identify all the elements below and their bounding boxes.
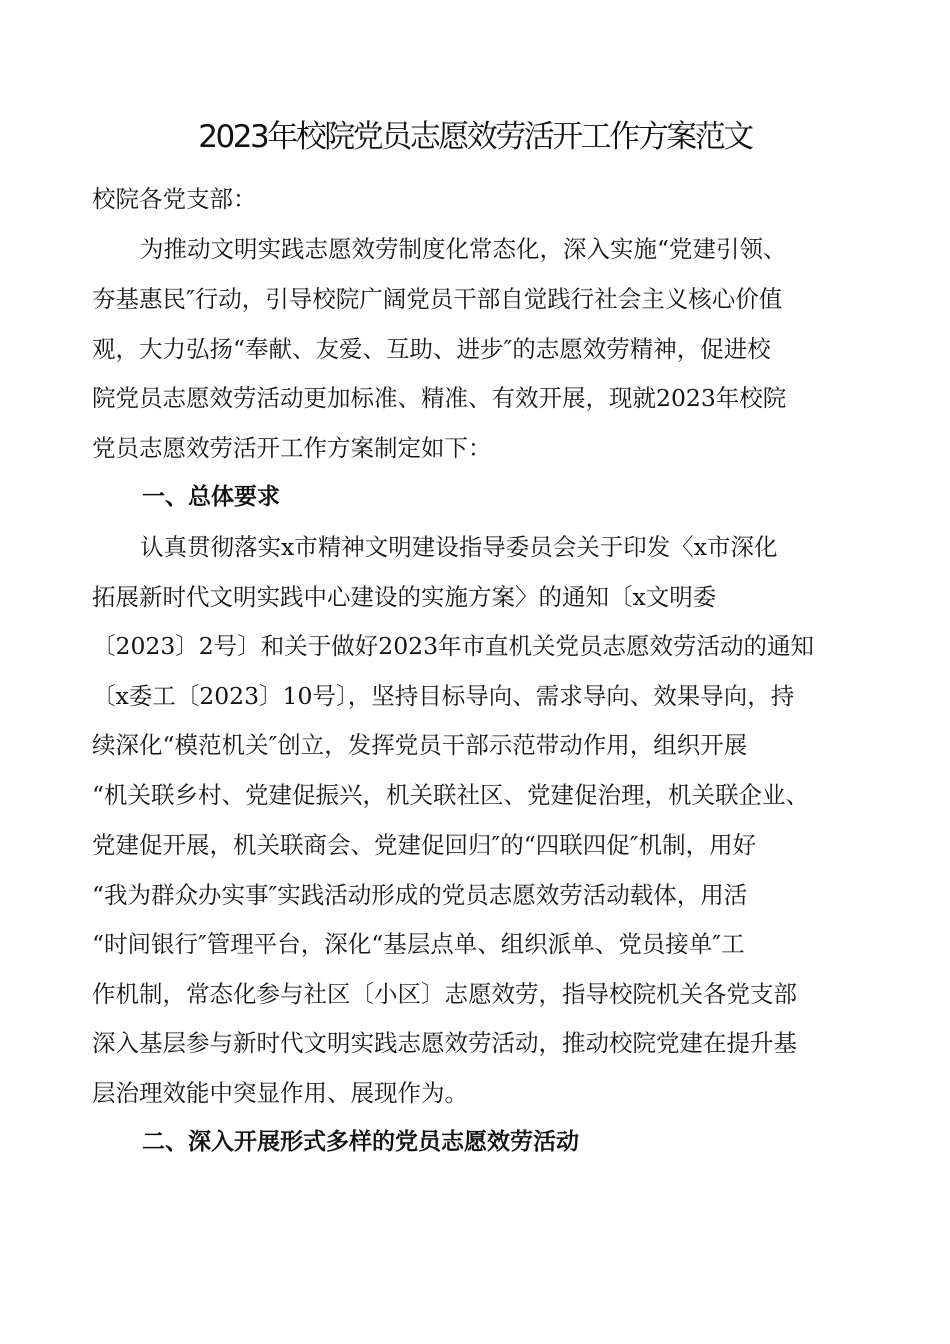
section1-line-6: “机关联乡村、党建促振兴，机关联社区、党建促治理，机关联企业、 [92, 781, 810, 809]
section1-line-10: 作机制，常态化参与社区〔小区〕志愿效劳，指导校院机关各党支部 [92, 980, 797, 1008]
section1-line-4: 〔x委工〔2023〕10号〕，坚持目标导向、需求导向、效果导向，持 [92, 682, 795, 710]
section1-line-1: 认真贯彻落实x市精神文明建设指导委员会关于印发〈x市深化 [140, 533, 778, 561]
section1-line-12: 层治理效能中突显作用、展现作为。 [92, 1079, 468, 1107]
section1-line-5: 续深化“模范机关″创立，发挥党员干部示范带动作用，组织开展 [92, 731, 748, 759]
intro-line-5: 党员志愿效劳活开工作方案制定如下： [92, 434, 492, 462]
section1-line-11: 深入基层参与新时代文明实践志愿效劳活动，推动校院党建在提升基 [92, 1029, 797, 1057]
intro-line-2: 夯基惠民″行动，引导校院广阔党员干部自觉践行社会主义核心价值 [92, 285, 783, 313]
section1-line-9: “时间银行″管理平台，深化“基层点单、组织派单、党员接单″工 [92, 930, 745, 958]
section1-line-8: “我为群众办实事″实践活动形成的党员志愿效劳活动载体，用活 [92, 881, 748, 909]
section-heading-1: 一、总体要求 [142, 484, 280, 510]
section1-line-7: 党建促开展，机关联商会、党建促回归″的“四联四促″机制，用好 [92, 831, 757, 859]
intro-line-1: 为推动文明实践志愿效劳制度化常态化，深入实施“党建引领、 [140, 235, 787, 263]
salutation: 校院各党支部： [92, 185, 257, 213]
section1-line-3: 〔2023〕2号〕和关于做好2023年市直机关党员志愿效劳活动的通知 [92, 632, 815, 660]
intro-line-3: 观，大力弘扬“奉献、友爱、互助、进步″的志愿效劳精神，促进校 [92, 335, 771, 363]
document-title: 2023年校院党员志愿效劳活开工作方案范文 [198, 119, 752, 155]
section-heading-2: 二、深入开展形式多样的党员志愿效劳活动 [142, 1129, 579, 1155]
intro-line-4: 院党员志愿效劳活动更加标准、精准、有效开展，现就2023年校院 [92, 384, 787, 412]
section1-line-2: 拓展新时代文明实践中心建设的实施方案〉的通知〔x文明委 [92, 583, 717, 611]
